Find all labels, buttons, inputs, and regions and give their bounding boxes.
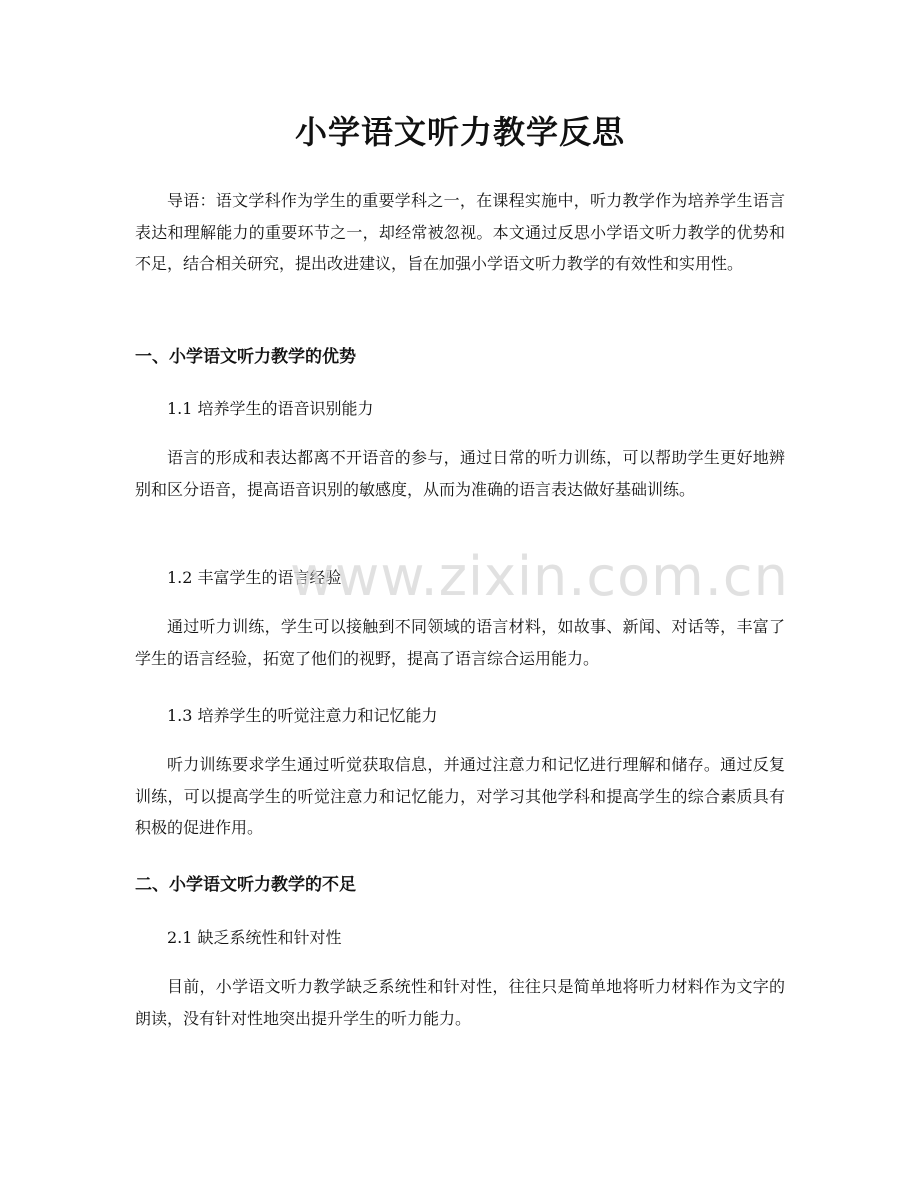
subsection-heading-1-3: 1.3 培养学生的听觉注意力和记忆能力 — [167, 706, 438, 725]
subsection-text-1-2: 通过听力训练，学生可以接触到不同领域的语言材料，如故事、新闻、对话等，丰富了学生的语言经验，拓宽了他们的视野，提高了语言综合运用能力。 — [135, 617, 785, 668]
watermark: www.zixin.com.cn — [290, 545, 789, 608]
subsection-text-2-1: 目前，小学语文听力教学缺乏系统性和针对性，往往只是简单地将听力材料作为文字的朗读，没有针对性地突出提升学生的听力能力。 — [135, 977, 785, 1028]
document-title: 小学语文听力教学反思 — [294, 113, 625, 151]
subsection-heading-2-1: 2.1 缺乏系统性和针对性 — [167, 928, 342, 947]
subsection-heading-1-1: 1.1 培养学生的语音识别能力 — [167, 399, 374, 418]
subsection-heading-1-2: 1.2 丰富学生的语言经验 — [167, 568, 342, 587]
section-heading-shortcomings: 二、小学语文听力教学的不足 — [135, 875, 356, 895]
subsection-text-1-1: 语言的形成和表达都离不开语音的参与，通过日常的听力训练，可以帮助学生更好地辨别和区分语音，提高语音识别的敏感度，从而为准确的语言表达做好基础训练。 — [135, 448, 785, 499]
subsection-text-1-3: 听力训练要求学生通过听觉获取信息，并通过注意力和记忆进行理解和储存。通过反复训练，可以提高学生的听觉注意力和记忆能力，对学习其他学科和提高学生的综合素质具有积极的促进作用。 — [135, 755, 785, 837]
intro-paragraph: 导语：语文学科作为学生的重要学科之一，在课程实施中，听力教学作为培养学生语言表达和理解能力的重要环节之一，却经常被忽视。本文通过反思小学语文听力教学的优势和不足，结合相关研究，提出改进建议，旨在加强小学语文听力教学的有效性和实用性。 — [135, 191, 785, 273]
section-heading-advantages: 一、小学语文听力教学的优势 — [135, 347, 356, 367]
